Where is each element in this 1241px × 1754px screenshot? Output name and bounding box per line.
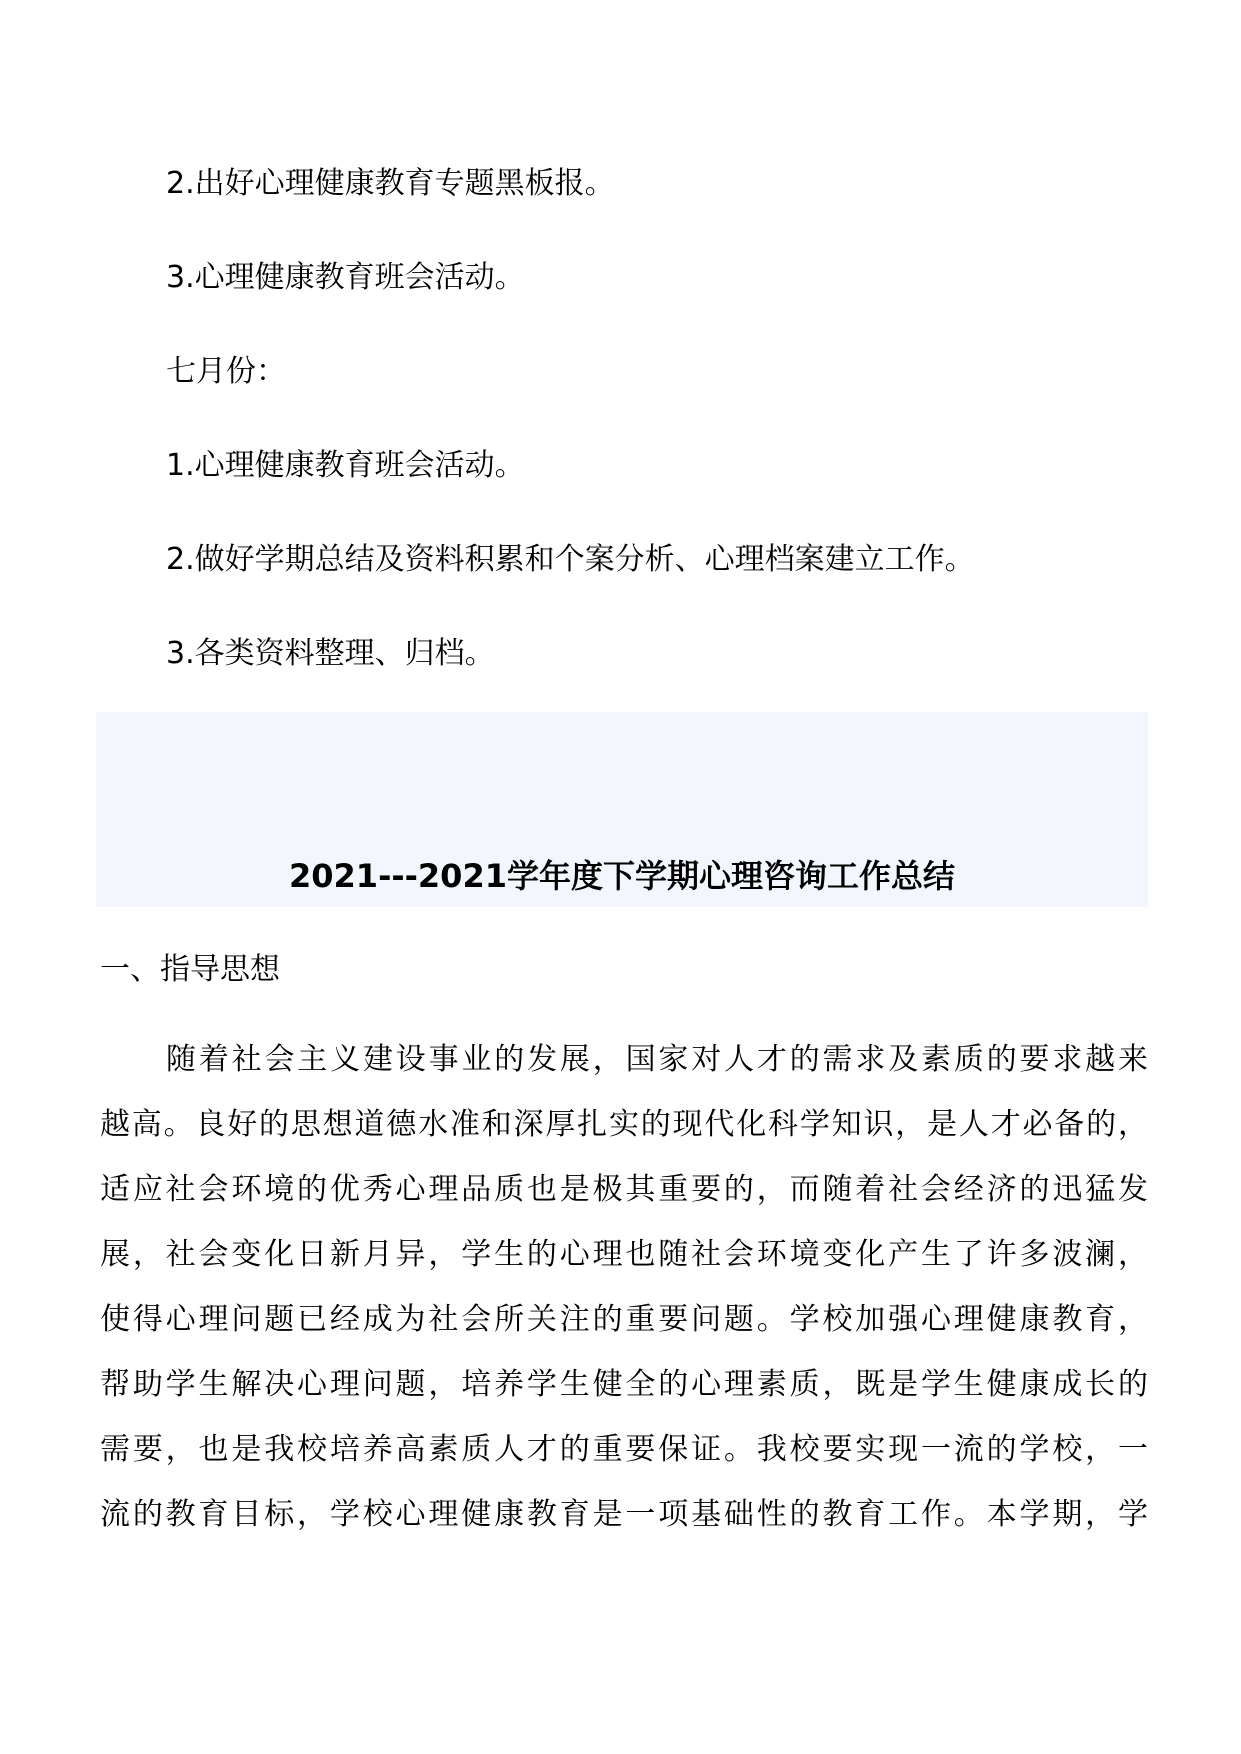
paragraph-line: 使得心理问题已经成为社会所关注的重要问题。学校加强心理健康教育， — [100, 1302, 1148, 1337]
body-paragraph — [100, 1040, 1148, 1560]
section-title: 2021---2021学年度下学期心理咨询工作总结 — [289, 857, 955, 895]
paragraph-line: 展，社会变化日新月异，学生的心理也随社会环境变化产生了许多波澜， — [100, 1237, 1148, 1272]
paragraph-line: 随着社会主义建设事业的发展，国家对人才的需求及素质的要求越来 — [166, 1042, 1148, 1077]
list-item: 2.出好心理健康教育专题黑板报。 — [166, 166, 615, 201]
paragraph-line: 流的教育目标，学校心理健康教育是一项基础性的教育工作。本学期，学 — [100, 1497, 1148, 1532]
list-item: 3.心理健康教育班会活动。 — [166, 260, 525, 295]
paragraph-line: 帮助学生解决心理问题，培养学生健全的心理素质，既是学生健康成长的 — [100, 1367, 1148, 1402]
month-label: 七月份： — [166, 354, 286, 389]
paragraph-line: 需要，也是我校培养高素质人才的重要保证。我校要实现一流的学校，一 — [100, 1432, 1148, 1467]
section-heading: 一、指导思想 — [100, 952, 280, 987]
list-item: 1.心理健康教育班会活动。 — [166, 448, 525, 483]
list-item: 3.各类资料整理、归档。 — [166, 636, 495, 671]
paragraph-line: 适应社会环境的优秀心理品质也是极其重要的，而随着社会经济的迅猛发 — [100, 1172, 1148, 1207]
list-item: 2.做好学期总结及资料积累和个案分析、心理档案建立工作。 — [166, 542, 975, 577]
paragraph-line: 越高。良好的思想道德水准和深厚扎实的现代化科学知识，是人才必备的， — [100, 1107, 1148, 1142]
